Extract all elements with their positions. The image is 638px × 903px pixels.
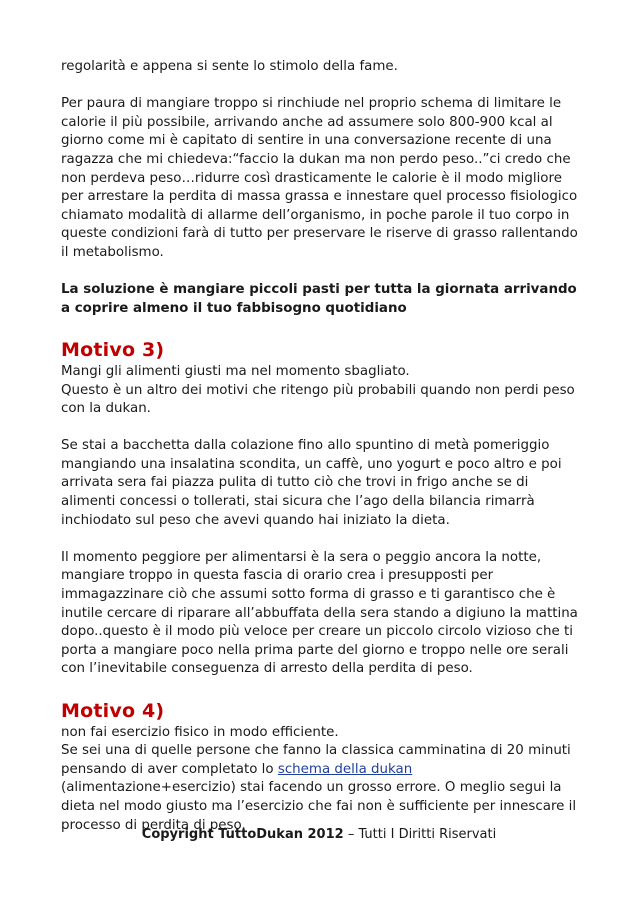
paragraph-exercise [61,742,581,835]
paragraph-worst-moment: Il momento peggiore per alimentarsi è la sera o peggio ancora la notte, mangiare troppo in questa fascia di orario crea i presupposti per immagazzinare ciò che assumi sotto forma di grasso e ti garantisco che è inutile cercare di riparare all’abbuffata della sera stando a digiuno la mattina dopo..questo è il modo più veloce per creare un piccolo circolo vizioso che ti porta a mangiare poco nella prima parte del giorno e troppo nelle ore serali con l’inevitabile conseguenza di arresto della perdita di peso. [61,549,578,677]
heading-motivo-4: Motivo 4) [61,699,165,722]
paragraph-evening-eating: Se stai a bacchetta dalla colazione fino allo spuntino di metà pomeriggio mangiando una insalatina scondita, un caffè, uno yogurt e poco altro e poi arrivata sera fai piazza pulita di tutto ciò che trovi in frigo anche se di alimenti concessi o tollerati, stai sicura che l’ago della bilancia rimarrà inchiodato sul peso che avevi quando hai iniziato la dieta. [61,438,562,528]
footer-copyright-brand: Copyright TuttoDukan 2012 [141,827,344,842]
schema-dukan-link[interactable]: schema della dukan [277,761,413,777]
paragraph-motivo-3-summary: Mangi gli alimenti giusti ma nel momento sbagliato. [61,363,410,379]
paragraph-solution: La soluzione è mangiare piccoli pasti per tutta la giornata arrivando a coprire almeno il tuo fabbisogno quotidiano [61,282,577,316]
paragraph-fame: regolarità e appena si sente lo stimolo della fame. [61,59,398,74]
paragraph-calorie-restriction: Per paura di mangiare troppo si rinchiude nel proprio schema di limitare le calorie il più possibile, arrivando anche ad assumere solo 800-900 kcal al giorno come mi è capitato di sentire in una conversazione recente di una ragazza che mi chiedeva:“faccio la dukan ma non perdo peso..”ci credo che non perdeva peso…ridurre così drasticamente le calorie è il modo migliore per arrestare la perdita di massa grassa e innestare quel processo fisiologico chiamato modalità di allarme dell’organismo, in poche parole il tuo corpo in queste condizioni farà di tutto per preservare le riserve di grasso rallentando il metabolismo. [61,96,578,260]
footer-rights-text: – Tutti I Diritti Riservati [343,827,497,842]
paragraph-motivo-4-summary: non fai esercizio fisico in modo efficiente. [61,724,339,740]
exercise-text-pre: Se sei una di quelle persone che fanno la classica camminatina di 20 minuti pensando di aver completato lo [61,743,571,777]
exercise-text-post: (alimentazione+esercizio) stai facendo un grosso errore. O meglio segui la dieta nel modo giusto ma l’esercizio che fai non è sufficiente per innescare il processo di perdita di peso. [61,780,577,833]
copyright-footer [0,826,638,844]
paragraph-motivo-3-intro: Questo è un altro dei motivi che ritengo più probabili quando non perdi peso con la dukan. [61,382,575,417]
heading-motivo-3: Motivo 3) [61,338,165,361]
article-body [61,58,581,854]
